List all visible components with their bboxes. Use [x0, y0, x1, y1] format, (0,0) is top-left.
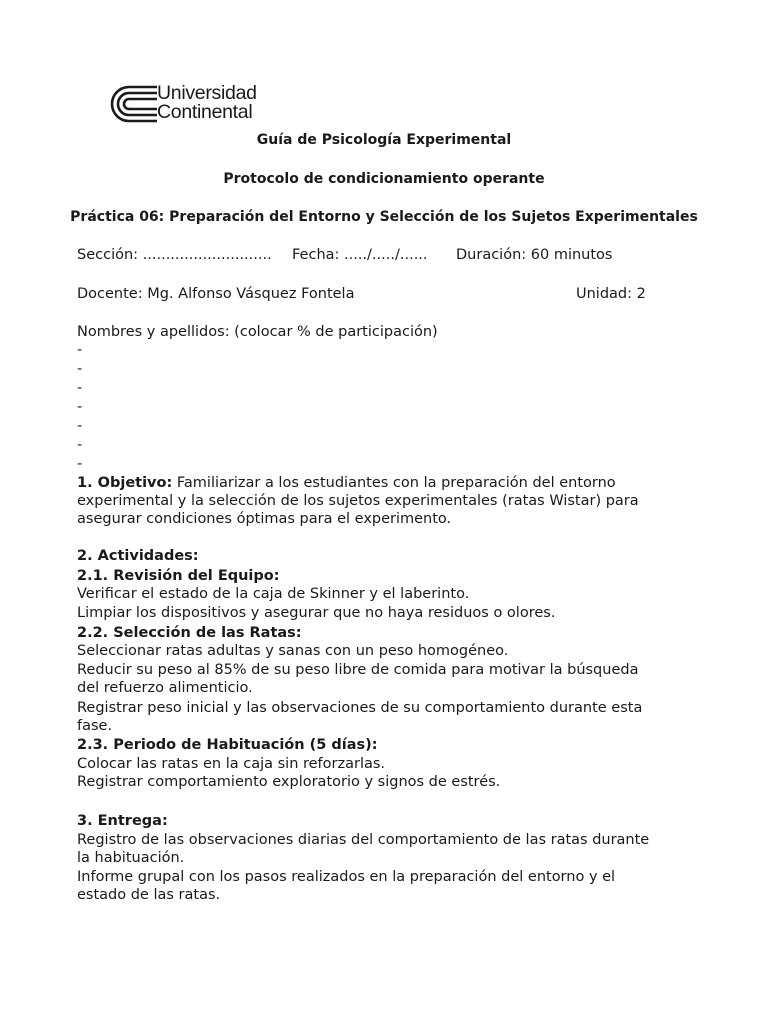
rat-selection-heading: 2.2. Selección de las Ratas: [77, 625, 302, 641]
delivery-line-2: la habituación. [77, 850, 185, 866]
habituation-line-1: Colocar las ratas en la caja sin reforzarlas. [77, 756, 386, 772]
university-emblem-icon [107, 84, 159, 124]
equipment-review-heading: 2.1. Revisión del Equipo: [77, 568, 280, 584]
logo-line-2: Continental [157, 101, 253, 123]
objective-line-1 [77, 475, 616, 491]
habituation-line-2: Registrar comportamiento exploratorio y signos de estrés. [77, 774, 501, 790]
objective-text-3: asegurar condiciones óptimas para el experimento. [77, 511, 452, 527]
logo-wordmark [157, 84, 282, 122]
equipment-review-line-1: Verificar el estado de la caja de Skinner y el laberinto. [77, 586, 470, 602]
protocol-title: Protocolo de condicionamiento operante [223, 171, 545, 187]
university-logo [107, 84, 277, 124]
objective-label: 1. Objetivo: [77, 475, 173, 491]
date-field: Fecha: ...../...../...... [292, 247, 428, 263]
logo-line-1: Universidad [157, 82, 257, 104]
name-dash: - [77, 399, 83, 415]
section-field: Sección: ............................ [77, 247, 272, 263]
unit-field: Unidad: 2 [576, 286, 646, 302]
rat-selection-line-1: Seleccionar ratas adultas y sanas con un peso homogéneo. [77, 643, 509, 659]
rat-selection-line-5: fase. [77, 718, 113, 734]
objective-text-1: Familiarizar a los estudiantes con la preparación del entorno [172, 475, 616, 491]
rat-selection-line-3: del refuerzo alimenticio. [77, 680, 253, 696]
activities-heading: 2. Actividades: [77, 548, 199, 564]
delivery-line-4: estado de las ratas. [77, 887, 221, 903]
practice-title: Práctica 06: Preparación del Entorno y Selección de los Sujetos Experimentales [70, 209, 698, 225]
habituation-heading: 2.3. Periodo de Habituación (5 días): [77, 737, 378, 753]
name-dash: - [77, 456, 83, 472]
name-dash: - [77, 380, 83, 396]
name-dash: - [77, 342, 83, 358]
guide-title: Guía de Psicología Experimental [256, 132, 512, 148]
delivery-heading: 3. Entrega: [77, 813, 168, 829]
name-dash: - [77, 418, 83, 434]
equipment-review-line-2: Limpiar los dispositivos y asegurar que no haya residuos o olores. [77, 605, 556, 621]
name-dash: - [77, 361, 83, 377]
objective-text-2: experimental y la selección de los sujetos experimentales (ratas Wistar) para [77, 493, 639, 509]
teacher-field: Docente: Mg. Alfonso Vásquez Fontela [77, 286, 355, 302]
delivery-line-3: Informe grupal con los pasos realizados en la preparación del entorno y el [77, 869, 616, 885]
rat-selection-line-4: Registrar peso inicial y las observaciones de su comportamiento durante esta [77, 700, 643, 716]
name-dash: - [77, 437, 83, 453]
names-prompt: Nombres y apellidos: (colocar % de participación) [77, 324, 438, 340]
delivery-line-1: Registro de las observaciones diarias del comportamiento de las ratas durante [77, 832, 650, 848]
duration-field: Duración: 60 minutos [456, 247, 613, 263]
rat-selection-line-2: Reducir su peso al 85% de su peso libre de comida para motivar la búsqueda [77, 662, 639, 678]
